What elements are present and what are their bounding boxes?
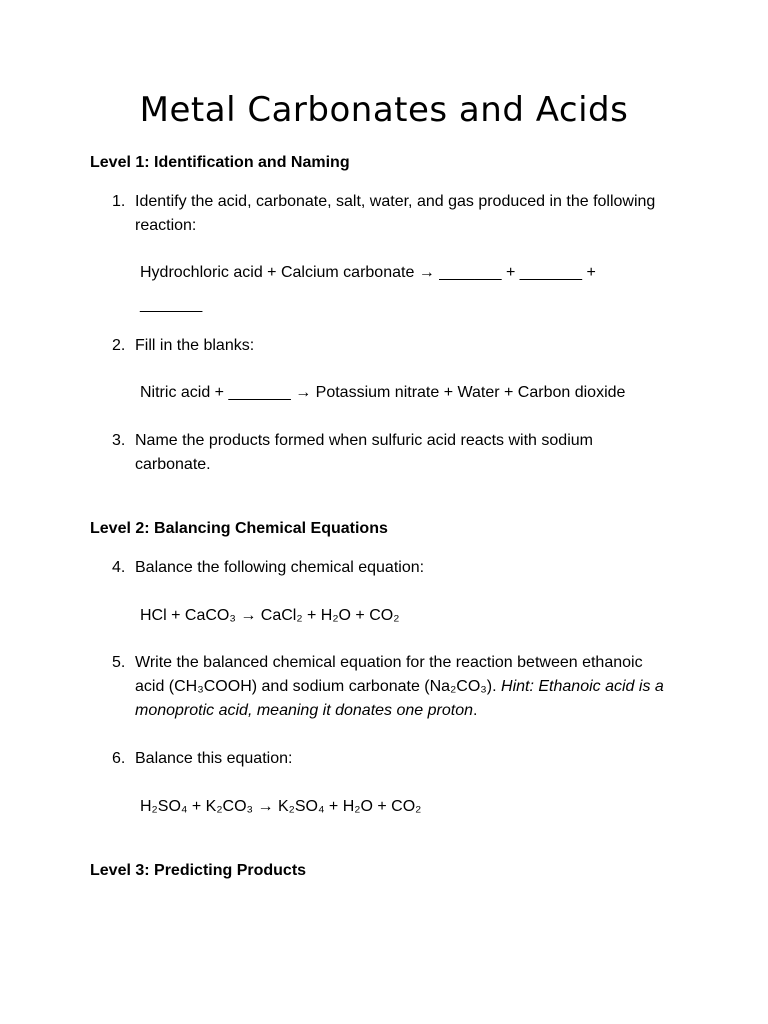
section-heading-level-1: Level 1: Identification and Naming bbox=[90, 154, 350, 171]
question-number-6: 6. bbox=[112, 750, 126, 767]
question-4-equation: HCl + CaCO₃ → CaCl₂ + H₂O + CO₂ bbox=[140, 607, 400, 624]
question-5-text bbox=[135, 651, 665, 723]
question-1-equation: Hydrochloric acid + Calcium carbonate → _______ + _______ + _______ bbox=[140, 264, 596, 313]
question-2-text: Fill in the blanks: bbox=[135, 337, 255, 354]
question-number-3: 3. bbox=[112, 432, 126, 449]
page-title: Metal Carbonates and Acids bbox=[139, 90, 629, 130]
question-6-equation: H₂SO₄ + K₂CO₃ → K₂SO₄ + H₂O + CO₂ bbox=[140, 798, 422, 815]
question-6-text: Balance this equation: bbox=[135, 750, 293, 767]
question-number-5: 5. bbox=[112, 654, 126, 671]
question-3-text: Name the products formed when sulfuric acid reacts with sodium carbonate. bbox=[135, 432, 593, 473]
question-number-2: 2. bbox=[112, 337, 126, 354]
section-heading-level-2: Level 2: Balancing Chemical Equations bbox=[90, 520, 388, 537]
question-1-text: Identify the acid, carbonate, salt, water, and gas produced in the following reaction: bbox=[135, 193, 656, 234]
question-5-body: Write the balanced chemical equation for the reaction between ethanoic acid (CH₃COOH) and sodium carbonate (Na₂CO₃). bbox=[135, 654, 643, 695]
question-number-4: 4. bbox=[112, 559, 126, 576]
question-2-equation: Nitric acid + _______ → Potassium nitrate + Water + Carbon dioxide bbox=[140, 384, 626, 401]
question-number-1: 1. bbox=[112, 193, 126, 210]
question-5-hint: Hint: Ethanoic acid is a monoprotic acid, meaning it donates one proton bbox=[135, 678, 664, 719]
section-heading-level-3: Level 3: Predicting Products bbox=[90, 862, 307, 879]
question-4-text: Balance the following chemical equation: bbox=[135, 559, 425, 576]
question-5-hint-end: . bbox=[473, 702, 478, 719]
